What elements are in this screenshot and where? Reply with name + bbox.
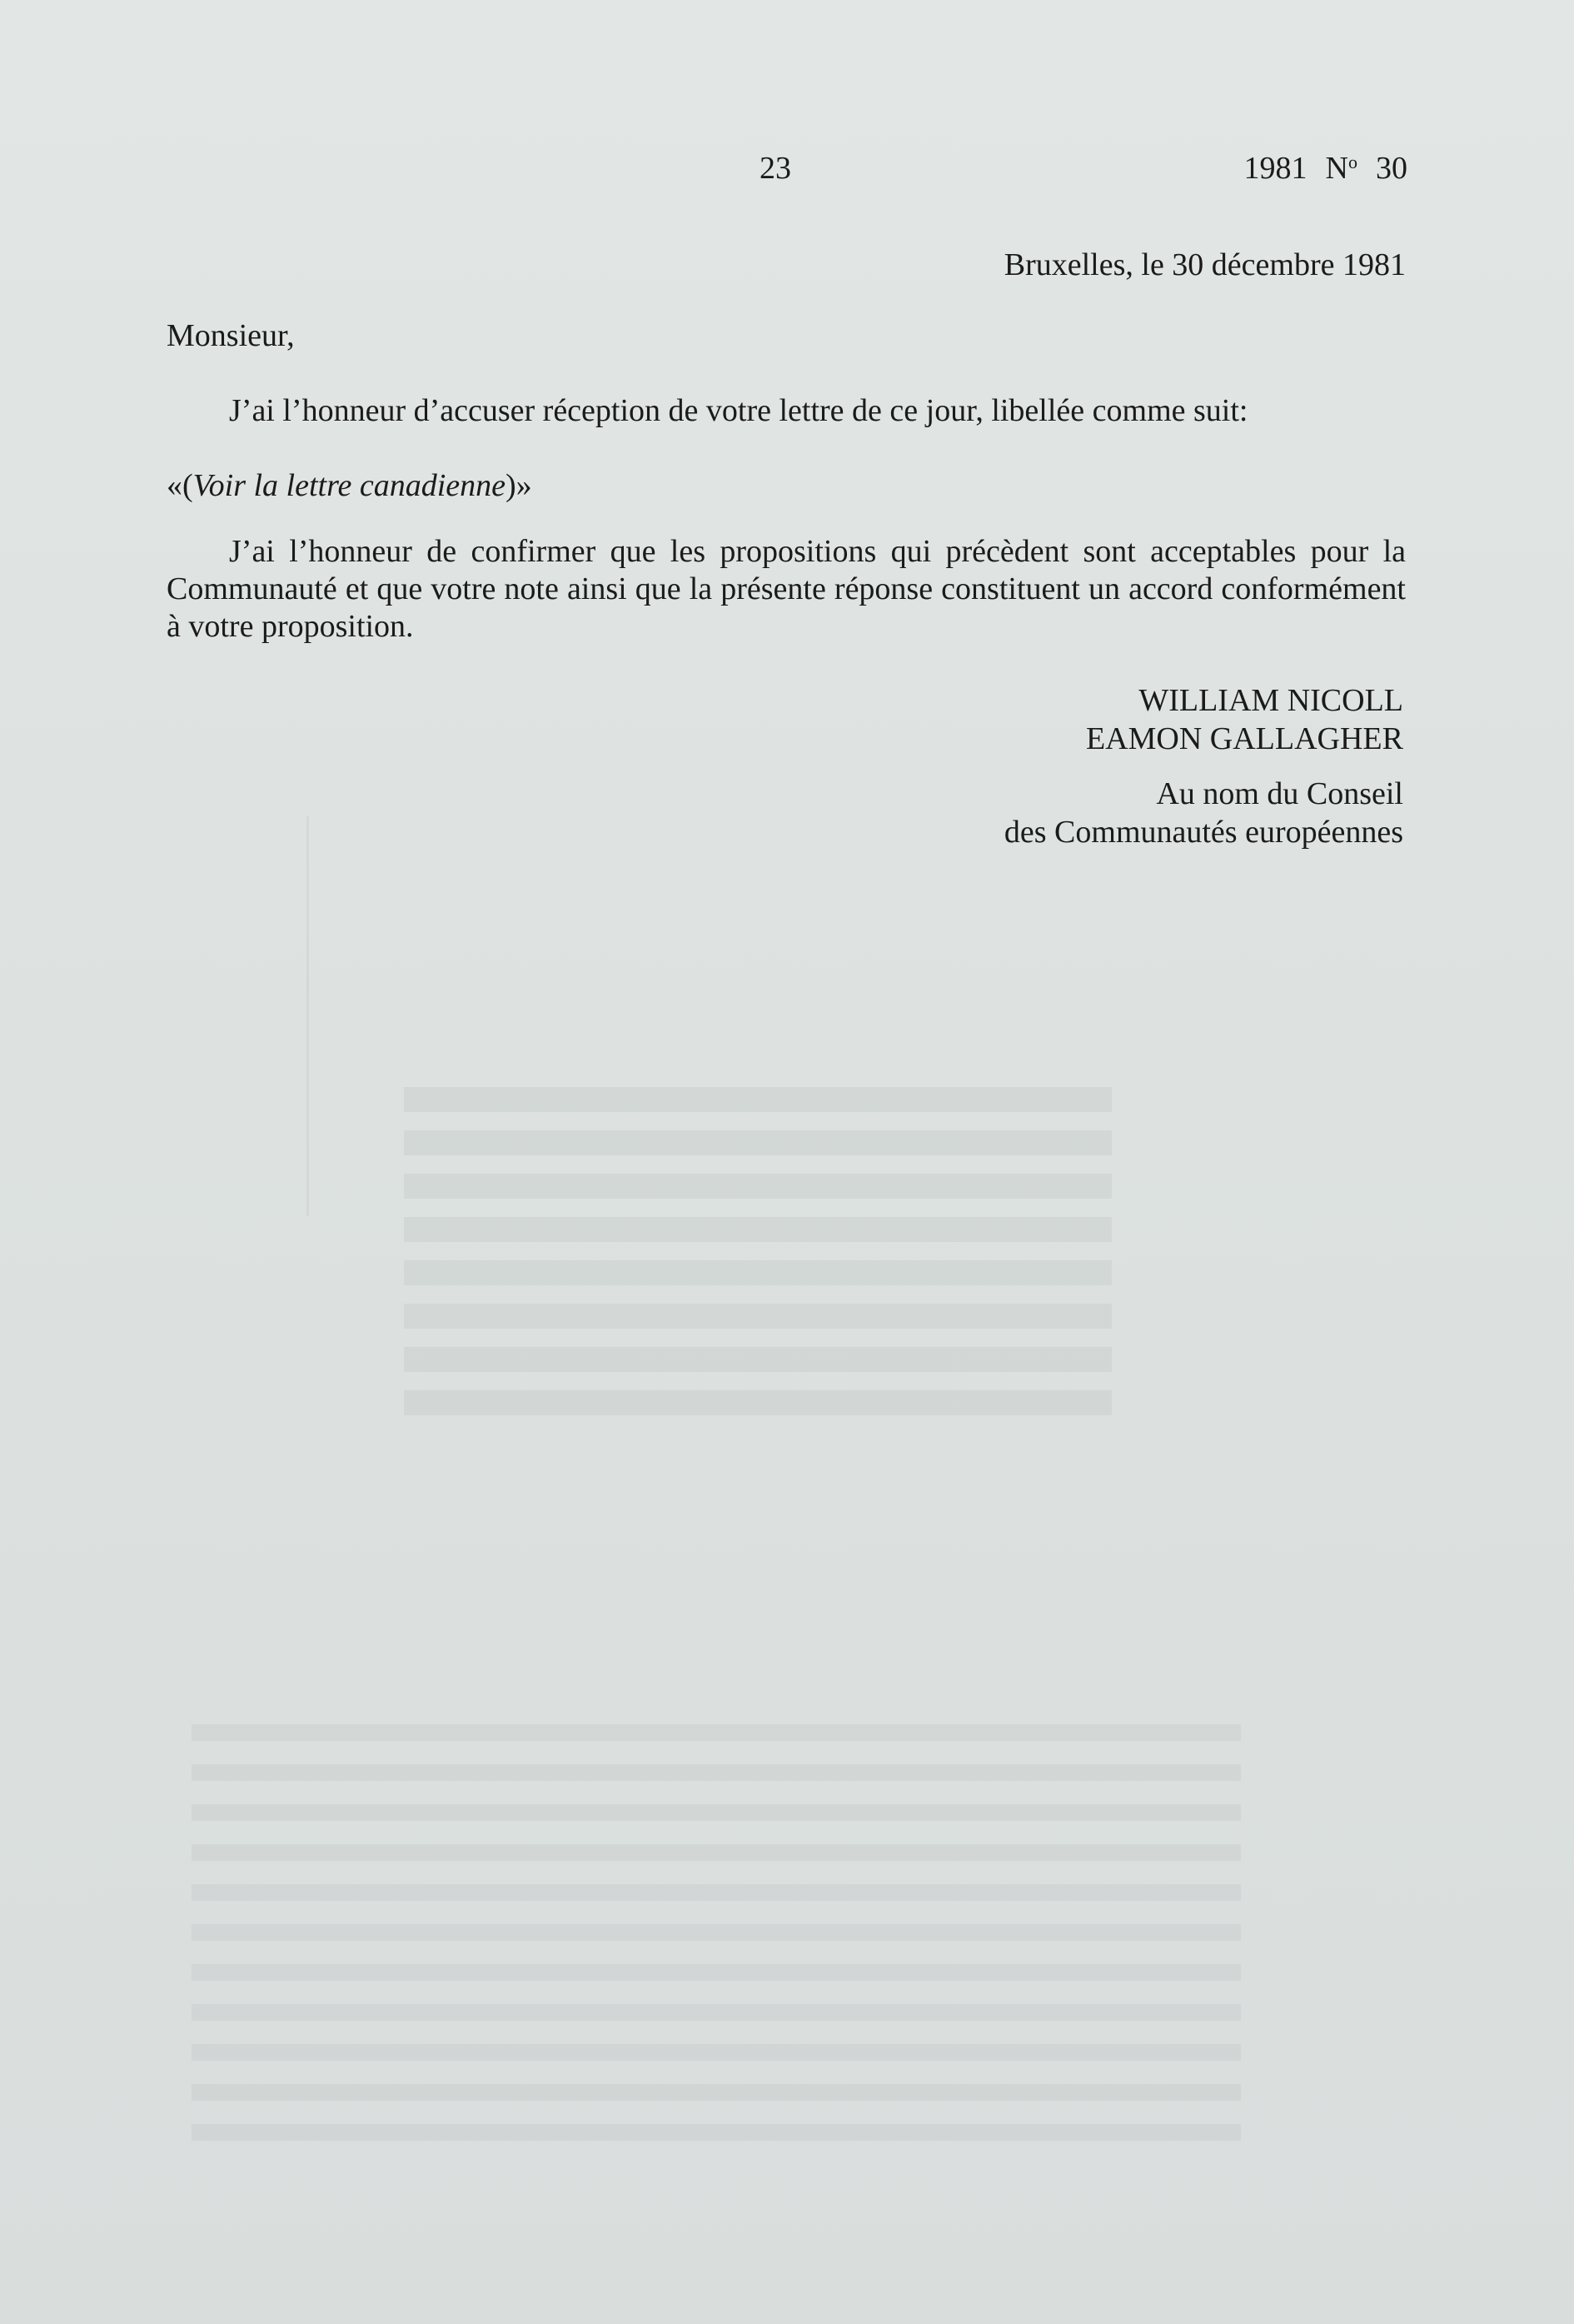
show-through-footer-lines [192, 1724, 1241, 2141]
on-behalf-line: Au nom du Conseil [1156, 776, 1403, 811]
issue-number-sign: $N^o$ [1325, 151, 1357, 186]
issue-year: 1981 [1243, 151, 1308, 186]
acknowledgement-paragraph: J’ai l’honneur d’accuser réception de votre lettre de ce jour, libellée comme suit: [229, 393, 1248, 428]
signatory-name: WILLIAM NICOLL [1138, 683, 1403, 718]
signatory-name: EAMON GALLAGHER [1085, 721, 1403, 756]
issue-number: 30 [1376, 151, 1407, 186]
issue-reference [1244, 150, 1407, 187]
show-through-text-block [404, 1087, 1112, 1420]
date-line: Bruxelles, le 30 décembre 1981 [1004, 247, 1406, 282]
page-number: 23 [760, 151, 791, 186]
page-header [0, 150, 1574, 200]
signatories [1086, 681, 1403, 758]
quoted-letter-reference: «(Voir la lettre canadienne)» [167, 468, 532, 503]
on-behalf-line: des Communautés européennes [1004, 815, 1403, 850]
salutation: Monsieur, [167, 318, 295, 353]
show-through-rule [306, 816, 309, 1216]
on-behalf-of [1004, 775, 1403, 851]
confirmation-paragraph: J’ai l’honneur de confirmer que les propositions qui précèdent sont acceptables pour la Communauté et que votre note ainsi que la présente réponse constituent un accord conformément à votre proposition. [167, 534, 1406, 644]
